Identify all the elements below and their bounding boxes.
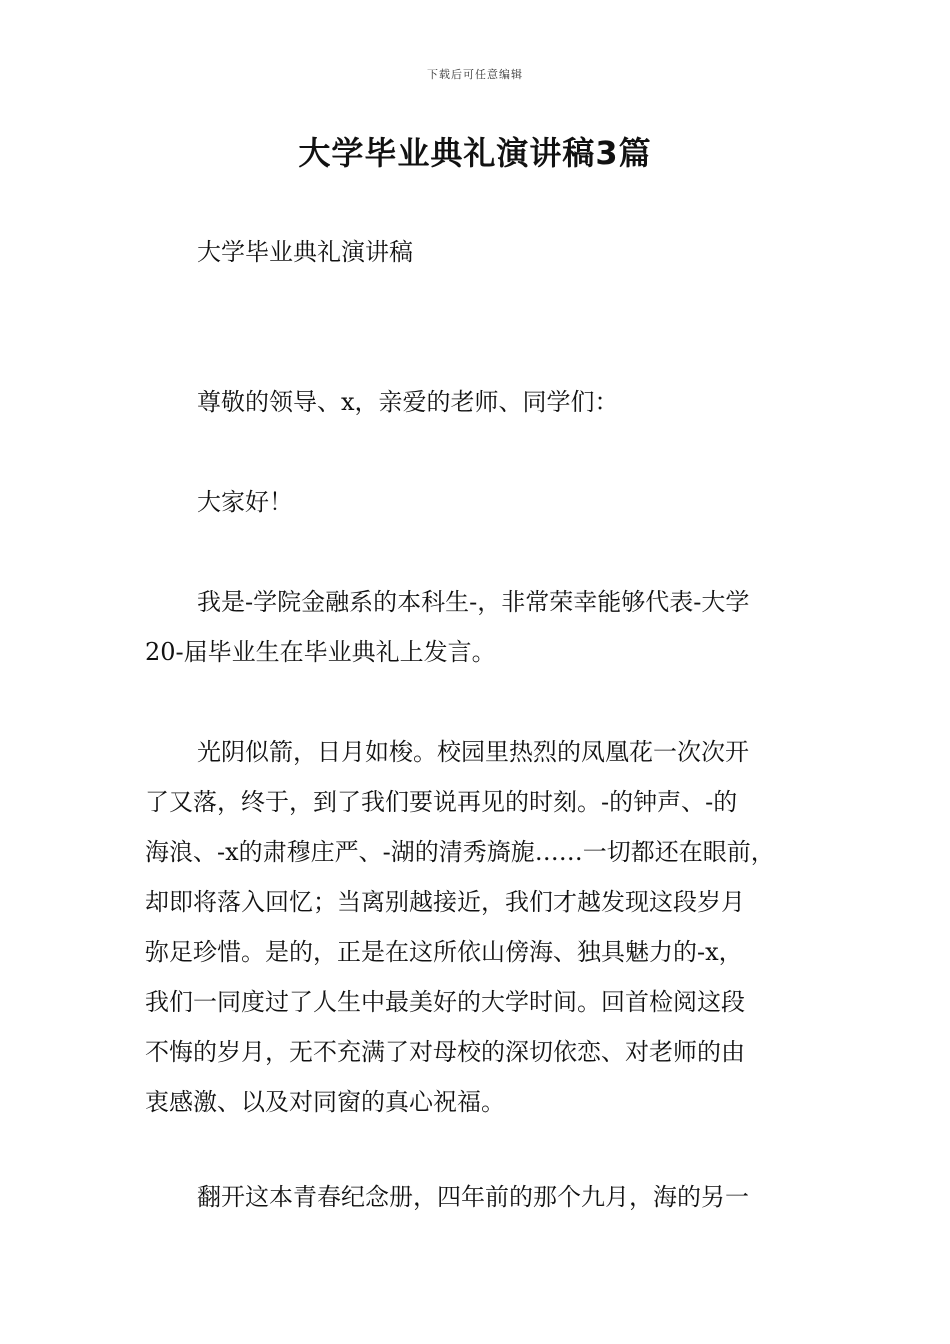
paragraph-line: 我们一同度过了人生中最美好的大学时间。回首检阅这段 bbox=[145, 988, 745, 1016]
paragraph-line: 我是-学院金融系的本科生-，非常荣幸能够代表-大学 bbox=[197, 588, 750, 616]
paragraph-line: 大家好！ bbox=[197, 488, 293, 516]
memory-paragraph bbox=[145, 1172, 835, 1222]
greeting-paragraph bbox=[145, 477, 835, 527]
paragraph-line: 衷感激、以及对同窗的真心祝福。 bbox=[145, 1088, 505, 1116]
paragraph-line: 弥足珍惜。是的，正是在这所依山傍海、独具魅力的-x， bbox=[145, 938, 743, 966]
subtitle-paragraph bbox=[145, 227, 835, 277]
paragraph-line: 翻开这本青春纪念册，四年前的那个九月，海的另一 bbox=[197, 1183, 749, 1211]
paragraph-line: 光阴似箭，日月如梭。校园里热烈的凤凰花一次次开 bbox=[197, 738, 749, 766]
document-title: 大学毕业典礼演讲稿3篇 bbox=[298, 134, 652, 172]
paragraph-line: 20-届毕业生在毕业典礼上发言。 bbox=[145, 638, 496, 666]
paragraph-line: 海浪、-x的肃穆庄严、-湖的清秀旖旎……一切都还在眼前， bbox=[145, 838, 775, 866]
paragraph-line: 尊敬的领导、x，亲爱的老师、同学们： bbox=[197, 388, 619, 416]
page-header-note: 下载后可任意编辑 bbox=[427, 68, 523, 81]
paragraph-line: 大学毕业典礼演讲稿 bbox=[197, 238, 413, 266]
paragraph-line: 了又落，终于，到了我们要说再见的时刻。-的钟声、-的 bbox=[145, 788, 738, 816]
body-paragraph bbox=[145, 727, 835, 1127]
intro-paragraph bbox=[145, 577, 835, 677]
paragraph-line: 却即将落入回忆；当离别越接近，我们才越发现这段岁月 bbox=[145, 888, 745, 916]
paragraph-line: 不悔的岁月，无不充满了对母校的深切依恋、对老师的由 bbox=[145, 1038, 745, 1066]
salutation-paragraph bbox=[145, 377, 835, 427]
